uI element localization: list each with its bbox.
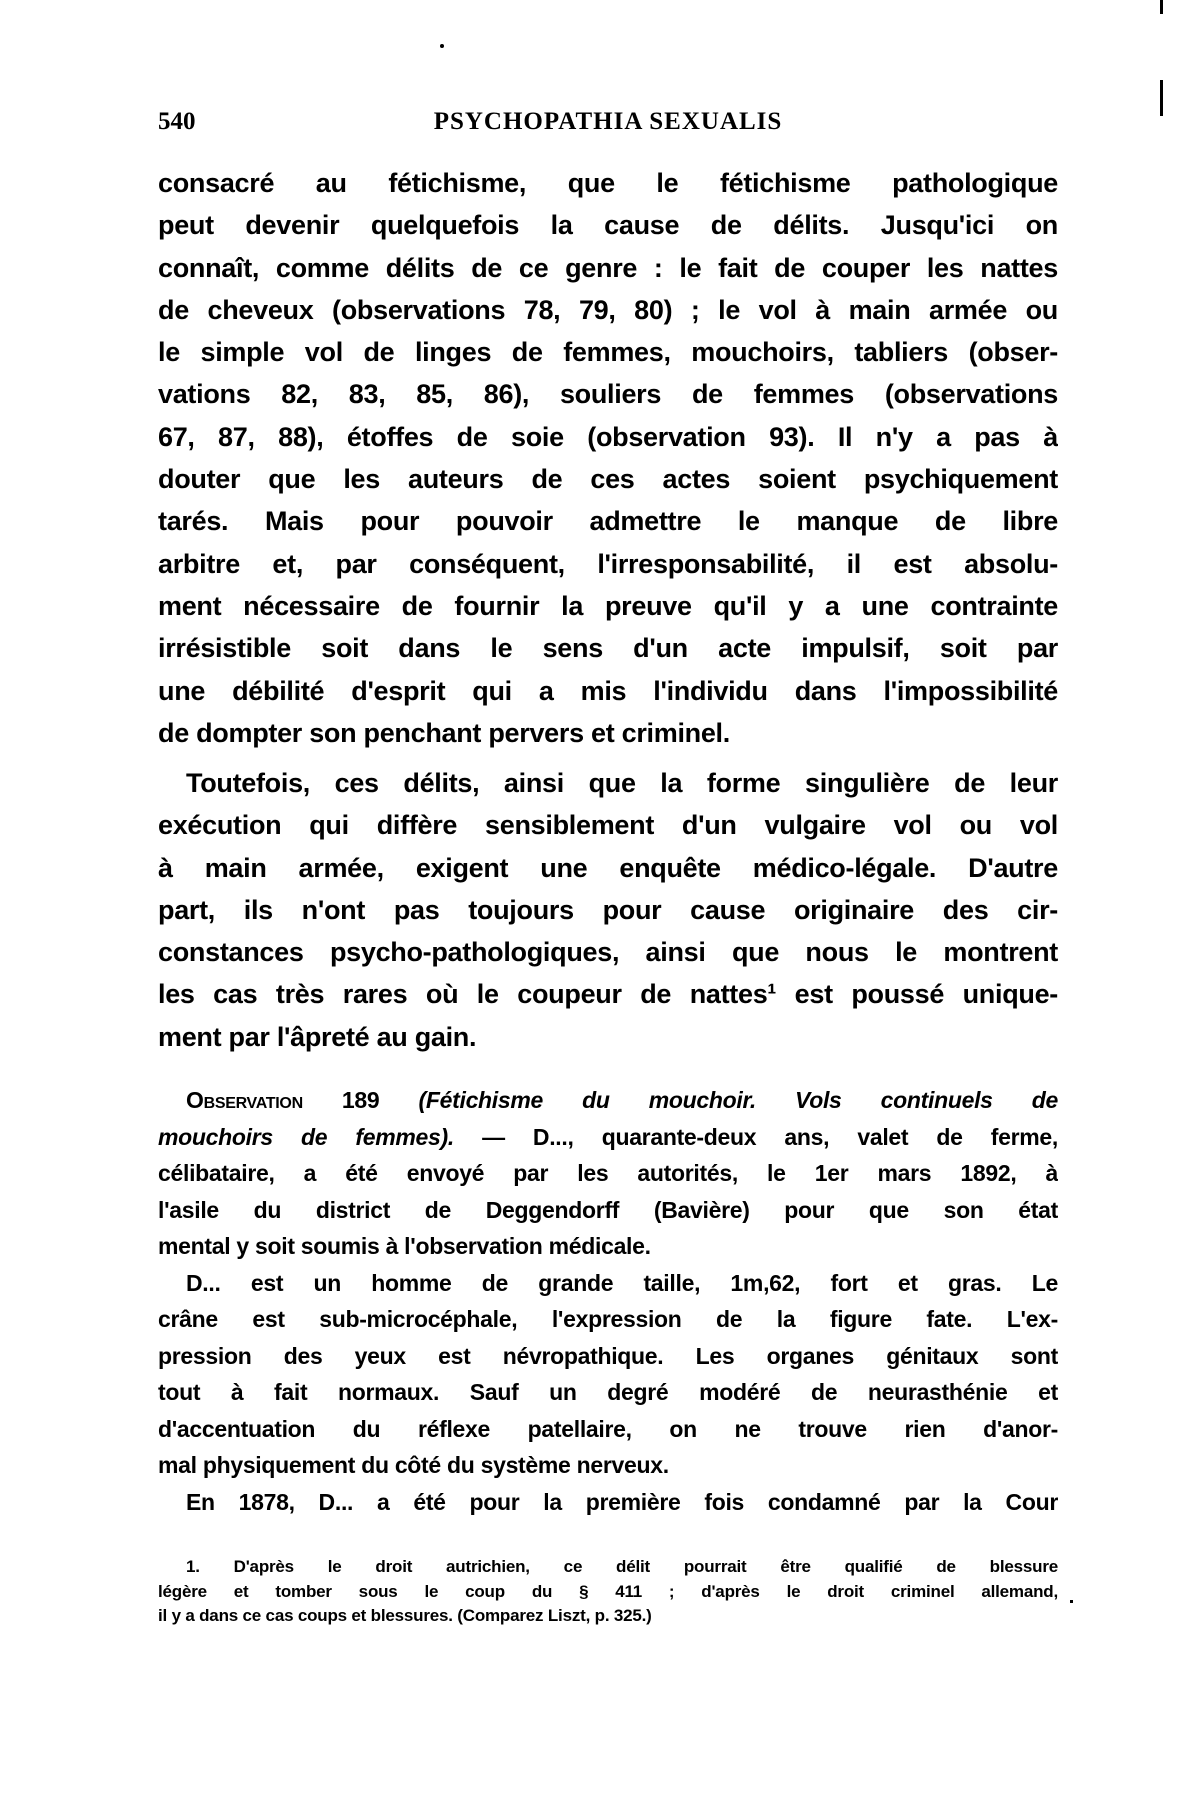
text-line: à main armée, exigent une enquête médico-légale. D'autre bbox=[158, 852, 1058, 883]
paragraph-1 bbox=[158, 162, 1058, 754]
observation-heading-line bbox=[158, 1082, 1058, 1119]
text-line: constances psycho-pathologiques, ainsi que nous le montrent bbox=[158, 937, 1058, 968]
observation-title-cont: mouchoirs de femmes). bbox=[158, 1123, 454, 1150]
text-line: exécution qui diffère sensiblement d'un vulgaire vol ou vol bbox=[158, 810, 1058, 841]
observation-title: (Fétichisme du mouchoir. Vols continuels de bbox=[418, 1087, 1058, 1113]
text-line: l'asile du district de Deggendorff (Bavière) pour que son état bbox=[158, 1196, 1058, 1223]
text-line: crâne est sub-microcéphale, l'expression de la figure fate. L'ex- bbox=[158, 1306, 1058, 1332]
observation-heading: Observation 189 bbox=[186, 1087, 380, 1113]
scan-edge-mark bbox=[1160, 0, 1163, 14]
text-line: tout à fait normaux. Sauf un degré modéré de neurasthénie et bbox=[158, 1379, 1058, 1405]
observation-189 bbox=[158, 1082, 1058, 1520]
text-line: vations 82, 83, 85, 86), souliers de femmes (observations bbox=[158, 379, 1058, 410]
text-line: tarés. Mais pour pouvoir admettre le manque de libre bbox=[158, 506, 1058, 537]
observation-line bbox=[158, 1119, 1058, 1156]
text-line: de dompter son penchant pervers et criminel. bbox=[158, 717, 730, 748]
paragraph-2 bbox=[158, 762, 1058, 1058]
text-line: ment nécessaire de fournir la preuve qu'il y a une contrainte bbox=[158, 590, 1058, 621]
footnote bbox=[158, 1555, 1058, 1629]
page-number: 540 bbox=[158, 108, 196, 135]
scan-edge-mark bbox=[1160, 80, 1163, 116]
text-line: ment par l'âpreté au gain. bbox=[158, 1021, 477, 1052]
text-line: 1. D'après le droit autrichien, ce délit pourrait être qualifié de blessure bbox=[186, 1557, 1058, 1576]
text-line: 67, 87, 88), étoffes de soie (observation 93). Il n'y a pas à bbox=[158, 421, 1058, 452]
text-line: D... est un homme de grande taille, 1m,62, fort et gras. Le bbox=[186, 1269, 1058, 1296]
text-line: consacré au fétichisme, que le fétichisme pathologique bbox=[158, 168, 1058, 198]
text-line: douter que les auteurs de ces actes soient psychiquement bbox=[158, 464, 1058, 495]
text-line: légère et tomber sous le coup du § 411 ; d'après le droit criminel allemand, bbox=[158, 1581, 1058, 1601]
page-header bbox=[158, 108, 1058, 144]
text-line: il y a dans ce cas coups et blessures. (Comparez Liszt, p. 325.) bbox=[158, 1606, 652, 1625]
text-line: célibataire, a été envoyé par les autorités, le 1er mars 1892, à bbox=[158, 1160, 1058, 1186]
text-line: arbitre et, par conséquent, l'irresponsabilité, il est absolu- bbox=[158, 548, 1058, 579]
text-line: irrésistible soit dans le sens d'un acte impulsif, soit par bbox=[158, 633, 1058, 664]
scan-speck bbox=[440, 44, 444, 48]
text-line: En 1878, D... a été pour la première fois condamné par la Cour bbox=[186, 1488, 1058, 1515]
text-line: peut devenir quelquefois la cause de délits. Jusqu'ici on bbox=[158, 210, 1058, 241]
text-line: mal physiquement du côté du système nerveux. bbox=[158, 1452, 669, 1478]
observation-text: — D..., quarante-deux ans, valet de ferme, bbox=[482, 1123, 1058, 1150]
running-title: PSYCHOPATHIA SEXUALIS bbox=[433, 108, 783, 135]
text-line: d'accentuation du réflexe patellaire, on ne trouve rien d'anor- bbox=[158, 1415, 1058, 1442]
text-line: une débilité d'esprit qui a mis l'individu dans l'impossibilité bbox=[158, 675, 1058, 706]
text-line: connaît, comme délits de ce genre : le fait de couper les nattes bbox=[158, 252, 1058, 283]
text-line: le simple vol de linges de femmes, mouchoirs, tabliers (obser- bbox=[158, 337, 1058, 368]
text-line: pression des yeux est névropathique. Les organes génitaux sont bbox=[158, 1342, 1058, 1369]
scan-speck bbox=[1070, 1600, 1073, 1603]
text-line: part, ils n'ont pas toujours pour cause originaire des cir- bbox=[158, 894, 1058, 925]
text-line: mental y soit soumis à l'observation médicale. bbox=[158, 1233, 651, 1259]
text-line: les cas très rares où le coupeur de nattes¹ est poussé unique- bbox=[158, 979, 1058, 1010]
text-line: de cheveux (observations 78, 79, 80) ; le vol à main armée ou bbox=[158, 294, 1058, 325]
text-line: Toutefois, ces délits, ainsi que la forme singulière de leur bbox=[186, 768, 1058, 798]
